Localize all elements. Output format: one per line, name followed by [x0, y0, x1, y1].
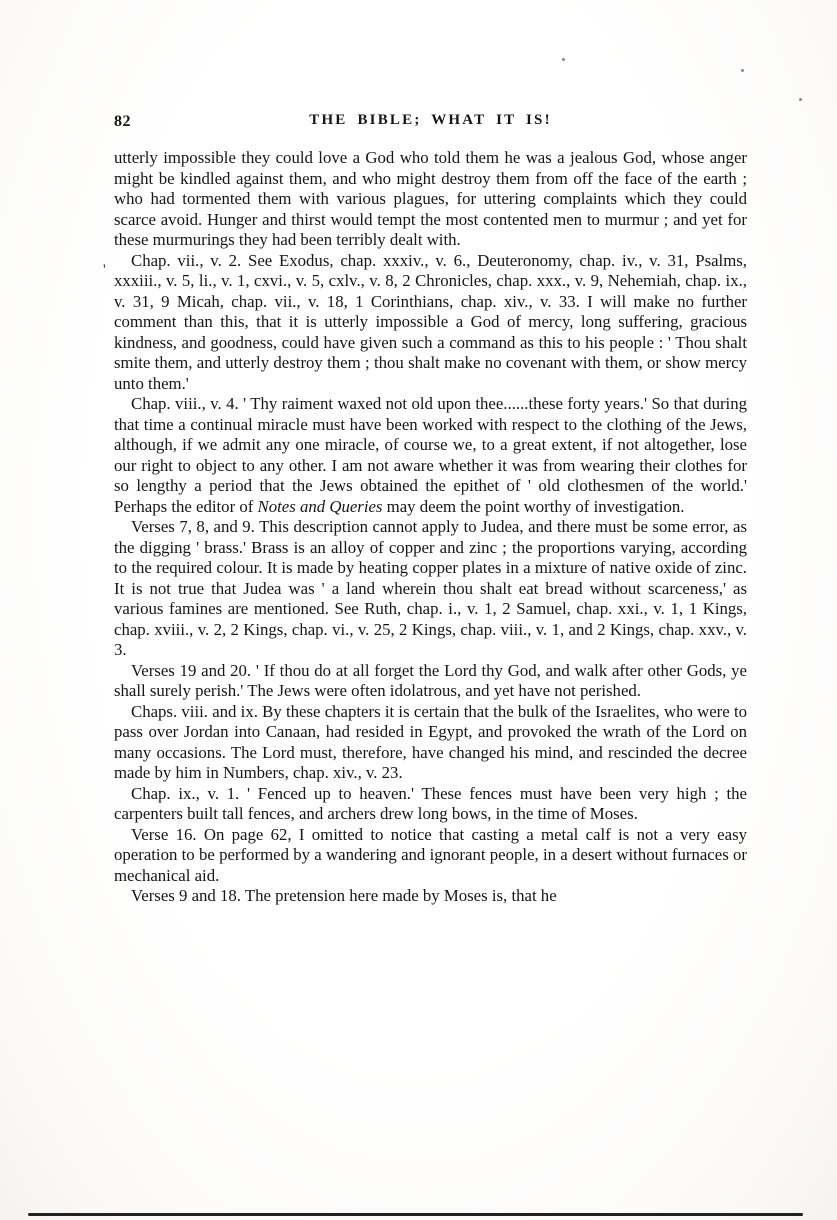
text-run: utterly impossible they could love a God who told them he was a jealous God, whose anger might be kindled against them, and who might destroy them from off the face of the earth ; who had tormented them with various plagues, for uttering complaints which they could scarce avoid. Hunger and thirst would tempt the most contented men to murmur ; and yet for these murmurings they had been terribly dealt with. [114, 148, 747, 249]
scan-artifact-mark: ' [103, 262, 106, 278]
scan-speck [562, 58, 565, 61]
paragraph [114, 702, 747, 784]
paragraph [114, 661, 747, 702]
paragraph [114, 148, 747, 251]
text-run: Verses 19 and 20. ' If thou do at all forget the Lord thy God, and walk after other Gods, ye shall surely perish.' The Jews were often idolatrous, and yet have not perished. [114, 660, 747, 700]
scan-edge-artifact [28, 1213, 803, 1216]
text-run: Chap. vii., v. 2. See Exodus, chap. xxxiv., v. 6., Deuteronomy, chap. iv., v. 31, Psalms, xxxiii., v. 5, li., v. 1, cxvi., v. 5, cxlv., v. 8, 2 Chronicles, chap. xxx., v. 9, Nehemiah, chap. ix., v. 31, 9 Micah, chap. vii., v. 18, 1 Corinthians, chap. xiv., v. 33. I will make no further comment than this, that it is utterly impossible a God of mercy, long suffering, gracious kindness, and goodness, could have given such a command as this to his people : ' Thou shalt smite them, and utterly destroy them ; thou shalt make no covenant with them, or show mercy unto them.' [114, 250, 747, 393]
text-run: Verse 16. On page 62, I omitted to notice that casting a metal calf is not a very easy operation to be performed by a wandering and ignorant people, in a desert without furnaces or mechanical aid. [114, 824, 747, 885]
text-run: Chaps. viii. and ix. By these chapters it is certain that the bulk of the Israelites, who were to pass over Jordan into Canaan, had resided in Egypt, and provoked the wrath of the Lord on many occasions. The Lord must, therefore, have changed his mind, and rescinded the decree made by him in Numbers, chap. xiv., v. 23. [114, 701, 747, 782]
scan-speck [799, 98, 802, 101]
paragraph [114, 394, 747, 517]
paragraph [114, 517, 747, 661]
text-run: Verses 7, 8, and 9. This description cannot apply to Judea, and there must be some error, as the digging ' brass.' Brass is an alloy of copper and zinc ; the proportions varying, according to the required colour. It is made by heating copper plates in a mixture of native oxide of zinc. It is not true that Judea was ' a land wherein thou shalt eat bread without scarceness,' as various famines are mentioned. See Ruth, chap. i., v. 1, 2 Samuel, chap. xxi., v. 1, 1 Kings, chap. xviii., v. 2, 2 Kings, chap. vi., v. 25, 2 Kings, chap. viii., v. 1, and 2 Kings, chap. xxv., v. 3. [114, 517, 747, 659]
running-header [114, 112, 747, 134]
paragraph [114, 784, 747, 825]
scan-speck [741, 69, 744, 72]
paragraph [114, 251, 747, 395]
text-run: Chap. ix., v. 1. ' Fenced up to heaven.' These fences must have been very high ; the carpenters built tall fences, and archers drew long bows, in the time of Moses. [114, 783, 747, 823]
text-run: may deem the point worthy of investigation. [382, 496, 685, 516]
italic-book-title: Notes and Queries [257, 496, 383, 516]
paragraph [114, 886, 747, 907]
page-body [114, 148, 747, 907]
text-run: Chap. viii., v. 4. ' Thy raiment waxed not old upon thee......these forty years.' So that during that time a continual miracle must have been worked with respect to the clothing of the Jews, although, if we admit any one miracle, of course we, to a great extent, if not altogether, lose our right to object to any other. I am not aware whether it was from wearing their clothes for so lengthy a period that the Jews obtained the epithet of ' old clothesmen of the world.' Perhaps the editor of [114, 394, 747, 516]
paragraph [114, 825, 747, 887]
text-run: Verses 9 and 18. The pretension here made by Moses is, that he [131, 886, 557, 905]
page-number: 82 [114, 113, 131, 130]
running-header-title: THE BIBLE; WHAT IT IS! [309, 112, 552, 128]
